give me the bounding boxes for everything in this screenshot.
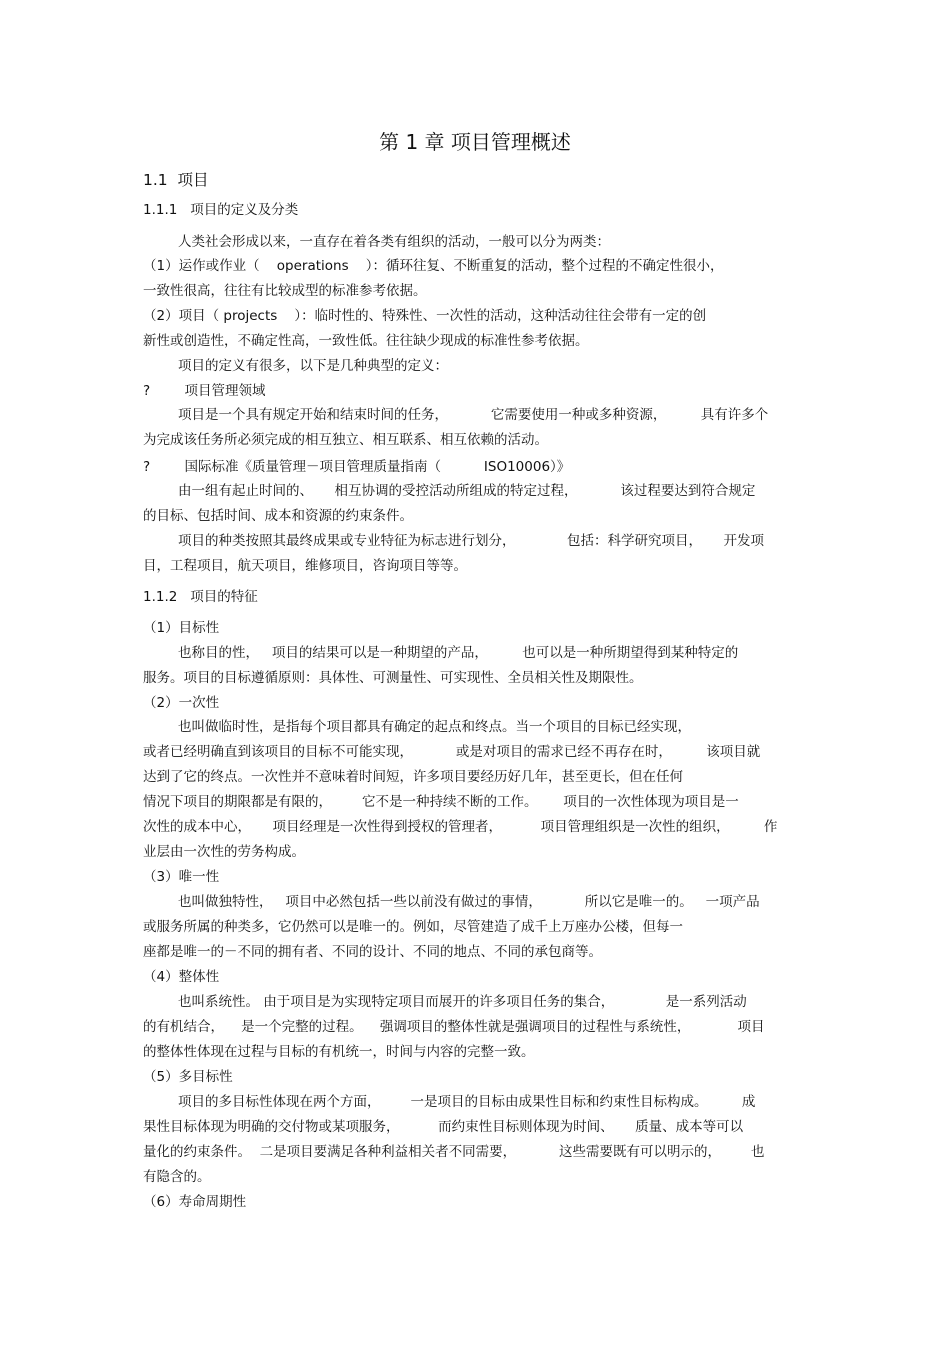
paragraph-line: 也叫系统性。 由于项目是为实现特定项目而展开的许多项目任务的集合， 是一系列活动: [178, 994, 747, 1010]
paragraph-line: 也称目的性， 项目的结果可以是一种期望的产品， 也可以是一种所期望得到某种特定的: [178, 645, 739, 661]
paragraph-line: 达到了它的终点。一次性并不意味着时间短，许多项目要经历好几年，甚至更长，但在任何: [143, 769, 683, 785]
paragraph-line: 量化的约束条件。 二是项目要满足各种利益相关者不同需要， 这些需要既有可以明示的， 也: [143, 1144, 765, 1160]
item-heading: （3）唯一性: [143, 869, 220, 885]
paragraph-line: 座都是唯一的－不同的拥有者、不同的设计、不同的地点、不同的承包商等。: [143, 944, 602, 960]
paragraph-line: 情况下项目的期限都是有限的， 它不是一种持续不断的工作。 项目的一次性体现为项目是一: [143, 794, 739, 810]
paragraph-line: 为完成该任务所必须完成的相互独立、相互联系、相互依赖的活动。: [143, 432, 548, 448]
paragraph-line: 目，工程项目，航天项目，维修项目，咨询项目等等。: [143, 558, 467, 574]
item-heading: （5）多目标性: [143, 1069, 233, 1085]
chapter-title: 第 1 章 项目管理概述: [379, 130, 571, 154]
paragraph-line: （1）运作或作业（ operations ）：循环往复、不断重复的活动，整个过程的不确定性很小，: [143, 258, 724, 274]
item-heading: （4）整体性: [143, 969, 220, 985]
paragraph-line: 人类社会形成以来，一直存在着各类有组织的活动，一般可以分为两类：: [178, 234, 610, 250]
paragraph-line: 一致性很高，往往有比较成型的标准参考依据。: [143, 283, 427, 299]
paragraph-line: 果性目标体现为明确的交付物或某项服务， 而约束性目标则体现为时间、 质量、成本等可以: [143, 1119, 744, 1135]
paragraph-line: 有隐含的。: [143, 1169, 211, 1185]
paragraph-line: 的整体性体现在过程与目标的有机统一，时间与内容的完整一致。: [143, 1044, 535, 1060]
paragraph-line: 的有机结合， 是一个完整的过程。 强调项目的整体性就是强调项目的过程性与系统性， 项目: [143, 1019, 765, 1035]
paragraph-line: 项目的多目标性体现在两个方面， 一是项目的目标由成果性目标和约束性目标构成。 成: [178, 1094, 756, 1110]
paragraph-line: （2）项目（ projects ）：临时性的、特殊性、一次性的活动，这种活动往往会带有一定的创: [143, 308, 707, 324]
section-heading: 1.1 项目: [143, 171, 209, 189]
paragraph-line: 或者已经明确直到该项目的目标不可能实现， 或是对项目的需求已经不再存在时， 该项目就: [143, 744, 761, 760]
paragraph-line: 业层由一次性的劳务构成。: [143, 844, 305, 860]
paragraph-line: 项目的定义有很多，以下是几种典型的定义：: [178, 358, 448, 374]
paragraph-line: 也叫做临时性，是指每个项目都具有确定的起点和终点。当一个项目的目标已经实现，: [178, 719, 691, 735]
bullet-item: ? 项目管理领域: [143, 383, 266, 399]
paragraph-line: 项目是一个具有规定开始和结束时间的任务， 它需要使用一种或多种资源， 具有许多个: [178, 407, 769, 423]
paragraph-line: 也叫做独特性， 项目中必然包括一些以前没有做过的事情， 所以它是唯一的。 一项产品: [178, 894, 760, 910]
item-heading: （1）目标性: [143, 620, 220, 636]
paragraph-line: 次性的成本中心， 项目经理是一次性得到授权的管理者， 项目管理组织是一次性的组织， 作: [143, 819, 778, 835]
paragraph-line: 或服务所属的种类多，它仍然可以是唯一的。例如，尽管建造了成千上万座办公楼，但每一: [143, 919, 683, 935]
subsection-heading: 1.1.2 项目的特征: [143, 589, 258, 605]
paragraph-line: 的目标、包括时间、成本和资源的约束条件。: [143, 508, 413, 524]
paragraph-line: 项目的种类按照其最终成果或专业特征为标志进行划分， 包括：科学研究项目， 开发项: [178, 533, 764, 549]
subsection-heading: 1.1.1 项目的定义及分类: [143, 202, 299, 218]
paragraph-line: 由一组有起止时间的、 相互协调的受控活动所组成的特定过程， 该过程要达到符合规定: [178, 483, 756, 499]
item-heading: （2）一次性: [143, 695, 220, 711]
item-heading: （6）寿命周期性: [143, 1194, 247, 1210]
paragraph-line: 新性或创造性，不确定性高，一致性低。往往缺少现成的标准性参考依据。: [143, 333, 589, 349]
bullet-item: ? 国际标准《质量管理－项目管理质量指南（ ISO10006）》: [143, 459, 571, 475]
paragraph-line: 服务。项目的目标遵循原则：具体性、可测量性、可实现性、全员相关性及期限性。: [143, 670, 643, 686]
